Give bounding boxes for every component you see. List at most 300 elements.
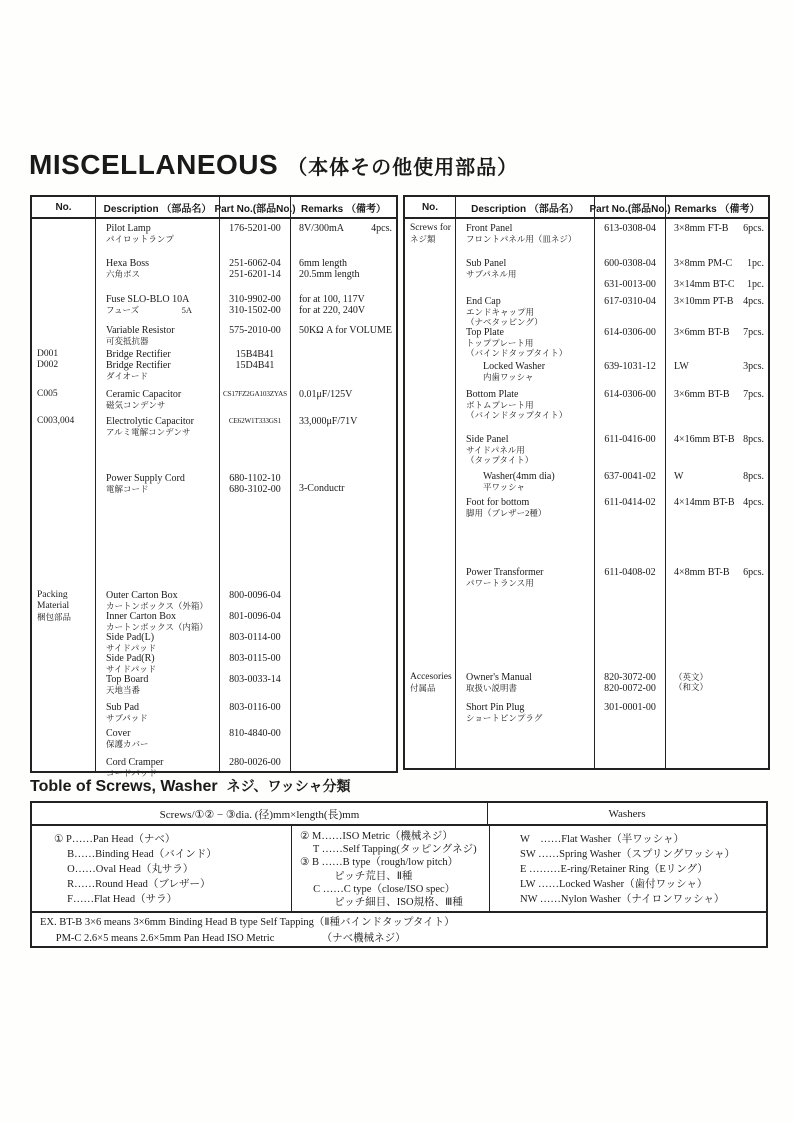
- item-description: [96, 728, 219, 749]
- item-part-no: [220, 258, 290, 280]
- part-no-column: [220, 219, 291, 771]
- item-text-line: [674, 434, 764, 445]
- item-text-line: 820-0072-00: [604, 683, 656, 694]
- item-text-line: Material: [37, 601, 70, 611]
- remark-spec: 3×6mm BT-B: [674, 327, 730, 338]
- item-remarks: [291, 389, 396, 410]
- item-remarks: [291, 223, 396, 244]
- item-part-no: [220, 702, 290, 723]
- item-description: [456, 327, 594, 358]
- item-no: [32, 389, 95, 410]
- item-text-line: 20.5mm length: [298, 269, 360, 280]
- remark-spec: 3×8mm FT-B: [674, 223, 729, 234]
- remark-spec: 8V/300mA: [298, 223, 344, 234]
- remark-spec: 3×8mm PM-C: [674, 258, 733, 269]
- item-text-line: 301-0001-00: [604, 702, 656, 713]
- washers-column-header: Washers: [608, 807, 646, 820]
- item-text-line: 310-9902-00: [229, 294, 281, 305]
- item-part-no: [595, 361, 665, 382]
- item-text-line: 614-0306-00: [604, 389, 656, 400]
- item-text-line: Locked Washer: [483, 361, 546, 372]
- item-text-line: Top Plate: [466, 327, 504, 338]
- item-text-line: [674, 327, 764, 338]
- remark-qty: 6pcs.: [743, 223, 764, 234]
- item-remarks: [666, 471, 768, 492]
- item-text-line: フロントパネル用（皿ネジ）: [466, 234, 577, 244]
- item-remarks: [666, 567, 768, 588]
- remark-qty: 3pcs.: [743, 361, 764, 372]
- item-text-line: （タップタイト）: [466, 455, 534, 465]
- item-description: [456, 702, 594, 723]
- description-column: [96, 219, 220, 778]
- screw-thread-type: T ……Self Tapping(タッピングネジ): [300, 844, 477, 856]
- item-part-no: [595, 258, 665, 290]
- item-text-line: Owner's Manual: [466, 672, 532, 683]
- item-text-line: Outer Carton Box: [105, 590, 178, 601]
- item-part-no: [595, 434, 665, 465]
- item-text-line: 電解コード: [105, 484, 149, 494]
- item-text-line: （ナベタッピング）: [466, 317, 543, 327]
- item-description: [96, 258, 219, 280]
- item-text-line: C005: [37, 389, 58, 399]
- item-text-line: 脚用（ブレザー2種）: [466, 508, 547, 518]
- remark-spec: 3×10mm PT-B: [674, 296, 734, 307]
- remark-qty: 8pcs.: [743, 434, 764, 445]
- item-part-no: [220, 590, 290, 674]
- screw-washer-classification-table: [30, 801, 768, 948]
- item-description: [96, 349, 219, 381]
- item-text-line: サイドパッド: [105, 664, 157, 674]
- item-text-line: D001: [37, 349, 59, 359]
- remark-spec: LW: [674, 361, 689, 372]
- item-text-line: 631-0013-00: [604, 279, 656, 290]
- item-text-line: Electrolytic Capacitor: [105, 416, 195, 427]
- item-text-line: Cover: [105, 728, 131, 739]
- column-header: Description （部品名）: [456, 197, 595, 217]
- item-part-no: [220, 674, 290, 695]
- item-text-line: 251-6201-14: [229, 269, 281, 280]
- remark-qty: 1pc.: [747, 258, 764, 269]
- screws-column-header: Screws/①② − ③dia. (径)mm×length(長)mm: [32, 803, 488, 824]
- item-text-line: Inner Carton Box: [105, 611, 176, 622]
- washer-type: E ………E-ring/Retainer Ring（Eリング）: [520, 864, 708, 875]
- item-no: [32, 258, 95, 280]
- item-text-line: Sub Pad: [105, 702, 140, 713]
- item-text-line: [674, 497, 764, 508]
- item-part-no: [220, 325, 290, 346]
- remark-spec: W: [674, 471, 684, 482]
- item-text-line: Power Transformer: [466, 567, 544, 578]
- item-part-no: [595, 296, 665, 327]
- item-text-line: サイドパッド: [105, 643, 157, 653]
- example-line: EX. BT-B 3×6 means 3×6mm Binding Head B type Self Tapping（Ⅱ種バインドタップタイト）: [40, 917, 455, 928]
- item-text-line: Cord Cramper: [105, 757, 164, 768]
- item-part-no: [220, 389, 290, 410]
- item-remarks: [666, 497, 768, 518]
- item-text-line: 680-1102-10: [229, 473, 281, 484]
- item-no: [405, 223, 455, 244]
- screw-table-header-row: [32, 803, 766, 826]
- item-text-line: [674, 389, 764, 400]
- right-table-header-row: [405, 197, 768, 219]
- item-text-line: 801-0096-04: [229, 611, 281, 622]
- page-title-jp: （本体その他使用部品）: [287, 157, 519, 179]
- item-remarks: [291, 294, 396, 316]
- item-text-line: [674, 567, 764, 578]
- head-types-cell: [32, 826, 292, 911]
- item-text-line: Hexa Boss: [105, 258, 150, 269]
- item-text-line: （英文）: [674, 672, 709, 682]
- item-text-line: 取扱い説明書: [466, 683, 518, 693]
- item-text-line: Bridge Rectifier: [105, 349, 171, 360]
- remark-spec: 3×6mm BT-B: [674, 389, 730, 400]
- item-text-line: 176-5201-00: [229, 223, 281, 234]
- item-description: [96, 325, 219, 346]
- item-description: [96, 757, 219, 778]
- thread-types-cell: [292, 826, 490, 911]
- item-text-line: 611-0416-00: [604, 434, 656, 445]
- screw-head-type: B……Binding Head（バインド）: [54, 849, 217, 860]
- item-text-line: 3-Conductr: [298, 483, 345, 494]
- item-no: [405, 567, 455, 588]
- item-description: [456, 434, 594, 465]
- item-text-line: カートンボックス（内箱）: [105, 622, 208, 632]
- example-line: PM-C 2.6×5 means 2.6×5mm Pan Head ISO Metric （ナベ機械ネジ）: [40, 933, 406, 944]
- washer-types-cell: [490, 826, 766, 911]
- item-text-line: 611-0414-02: [604, 497, 656, 508]
- item-text-line: ショートピンプラグ: [466, 713, 543, 723]
- item-part-no: [220, 416, 290, 437]
- right-parts-table: [403, 195, 770, 770]
- item-remarks: [666, 672, 768, 694]
- item-text-line: 310-1502-00: [229, 305, 281, 316]
- item-remarks: [666, 258, 768, 290]
- item-text-line: コードパッド: [105, 768, 157, 778]
- item-text-line: 614-0306-00: [604, 327, 656, 338]
- item-part-no: [220, 728, 290, 749]
- item-remarks: [666, 296, 768, 327]
- item-text-line: [674, 258, 764, 269]
- item-part-no: [595, 497, 665, 518]
- column-header: Part No.(部品No.): [595, 197, 666, 217]
- item-text-line: 617-0310-04: [604, 296, 656, 307]
- remark-spec: 4×16mm BT-B: [674, 434, 735, 445]
- item-remarks: [291, 416, 396, 437]
- item-text-line: 六角ボス: [105, 269, 140, 279]
- item-text-line: パワートランス用: [466, 578, 534, 588]
- item-text-line: 可変抵抗器: [105, 336, 149, 346]
- screw-thread-type: ③ B ……B type（rough/low pitch）: [300, 857, 459, 869]
- item-text-line: （和文）: [674, 682, 709, 692]
- item-text-line: Top Board: [105, 674, 149, 685]
- item-text-line: サイドパネル用: [466, 445, 525, 455]
- washer-type: NW ……Nylon Washer（ナイロンワッシャ）: [520, 894, 725, 905]
- item-text-line: Short Pin Plug: [466, 702, 525, 713]
- item-remarks: [291, 702, 396, 723]
- item-text-line: Fuse SLO-BLO 10A: [105, 294, 190, 305]
- item-no: [32, 702, 95, 723]
- item-text-line: Accesories: [410, 672, 452, 682]
- item-description: [96, 223, 219, 244]
- item-remarks: [666, 389, 768, 420]
- item-description: [96, 416, 219, 437]
- no-column: [405, 219, 456, 768]
- item-description: [456, 672, 594, 694]
- item-part-no: [595, 389, 665, 420]
- item-text-line: Washer(4mm dia): [483, 471, 555, 482]
- remark-qty: 1pc.: [747, 279, 764, 290]
- item-text-line: End Cap: [466, 296, 501, 307]
- item-text-line: 50KΩ A for VOLUME: [298, 325, 393, 336]
- item-text-line: 梱包部品: [37, 612, 72, 622]
- item-text-line: [299, 223, 392, 234]
- washer-type: W ……Flat Washer（半ワッシャ）: [520, 834, 684, 845]
- item-no: [32, 416, 95, 437]
- item-text-line: Pilot Lamp: [105, 223, 151, 234]
- item-part-no: [595, 223, 665, 244]
- item-no: [405, 672, 455, 694]
- item-description: [96, 473, 219, 495]
- item-description: [96, 702, 219, 723]
- column-header: Description （部品名）: [96, 197, 220, 217]
- item-text-line: Bridge Rectifier: [105, 360, 171, 371]
- screw-table-title-jp: ネジ、ワッシャ分類: [226, 780, 351, 795]
- item-text-line: CE62W1T333GS1: [228, 417, 281, 425]
- item-remarks: [666, 434, 768, 465]
- no-column: [32, 219, 96, 771]
- item-no: [405, 471, 455, 492]
- item-text-line: エンドキャップ用: [466, 307, 535, 317]
- screw-thread-type: ② M……ISO Metric（機械ネジ）: [300, 831, 453, 842]
- item-description: [456, 471, 594, 492]
- item-part-no: [220, 223, 290, 244]
- item-no: [32, 757, 95, 778]
- item-text-line: 6mm length: [298, 258, 347, 269]
- item-text-line: [674, 223, 764, 234]
- item-part-no: [220, 349, 290, 381]
- item-text-line: 33,000μF/71V: [298, 416, 358, 427]
- item-remarks: [666, 223, 768, 244]
- item-no: [32, 473, 95, 495]
- item-text-line: 639-1031-12: [604, 361, 656, 372]
- item-no: [32, 674, 95, 695]
- item-text-line: D002: [37, 360, 59, 370]
- column-header: Part No.(部品No.): [220, 197, 291, 217]
- item-text-line: （バインドタップタイト）: [466, 348, 568, 358]
- item-no: [32, 294, 95, 316]
- item-text-line: [674, 279, 764, 290]
- item-text-line: 680-3102-00: [229, 484, 281, 495]
- screw-head-type: F……Flat Head（サラ）: [54, 894, 178, 905]
- item-remarks: [291, 325, 396, 346]
- item-text-line: Sub Panel: [466, 258, 507, 269]
- item-part-no: [595, 327, 665, 358]
- left-table-header-row: [32, 197, 396, 219]
- right-table-body: [405, 219, 768, 768]
- screw-thread-type: ピッチ細目、ISO規格、Ⅲ種: [300, 897, 463, 909]
- item-text-line: 15D4B41: [235, 360, 275, 371]
- item-text-line: 天地当番: [105, 685, 140, 695]
- remarks-column: [666, 219, 768, 768]
- remark-spec: 4×8mm BT-B: [674, 567, 730, 578]
- item-text-line: カートンボックス（外箱）: [105, 601, 208, 611]
- item-description: [96, 674, 219, 695]
- remark-qty: 4pcs.: [743, 296, 764, 307]
- item-remarks: [291, 473, 396, 495]
- item-text-line: Side Pad(L): [105, 632, 155, 643]
- description-column: [456, 219, 595, 768]
- item-text-line: ダイオード: [105, 371, 149, 381]
- item-description: [96, 590, 219, 674]
- item-description: [96, 294, 219, 316]
- item-text-line: 保護カバー: [105, 739, 149, 749]
- item-remarks: [666, 361, 768, 382]
- item-text-line: 803-0115-00: [229, 653, 281, 664]
- item-text-line: 803-0116-00: [229, 702, 281, 713]
- column-header: Remarks （備考）: [674, 203, 760, 215]
- item-no: [32, 728, 95, 749]
- item-text-line: Screws for: [410, 223, 451, 233]
- item-text-line: [674, 471, 764, 482]
- column-header: Remarks （備考）: [300, 203, 387, 215]
- column-header: No.: [32, 197, 96, 217]
- item-text-line: Side Panel: [466, 434, 509, 445]
- left-table-body: [32, 219, 396, 778]
- item-text-line: （バインドタップタイト）: [466, 410, 568, 420]
- item-remarks: [291, 349, 396, 381]
- item-description: [456, 258, 594, 290]
- left-parts-table: [30, 195, 398, 778]
- remark-qty: 4pcs.: [743, 497, 764, 508]
- item-text-line: 637-0041-02: [604, 471, 656, 482]
- item-text-line: Front Panel: [466, 223, 513, 234]
- item-no: [32, 590, 95, 674]
- item-text-line: 平ワッシャ: [483, 482, 525, 492]
- remark-qty: 7pcs.: [743, 389, 764, 400]
- remark-spec: 3×14mm BT-C: [674, 279, 735, 290]
- washer-type: SW ……Spring Washer（スプリングワッシャ）: [520, 849, 735, 860]
- item-text-line: 613-0308-04: [604, 223, 656, 234]
- item-no: [405, 434, 455, 465]
- item-text-line: 803-0114-00: [229, 632, 281, 643]
- item-text-line: Side Pad(R): [105, 653, 155, 664]
- column-header: No.: [405, 197, 456, 217]
- item-text-line: ネジ類: [410, 234, 436, 244]
- screw-head-type: O……Oval Head（丸サラ）: [54, 864, 194, 875]
- item-remarks: [291, 728, 396, 749]
- item-no: [405, 389, 455, 420]
- page-title: [29, 149, 518, 181]
- item-description: [456, 497, 594, 518]
- item-no: [405, 327, 455, 358]
- item-no: [32, 223, 95, 244]
- item-text-line: 600-0308-04: [604, 258, 656, 269]
- item-text-line: Packing: [37, 590, 68, 600]
- item-no: [405, 361, 455, 382]
- page-title-en: MISCELLANEOUS: [29, 149, 279, 180]
- item-text-line: 810-4840-00: [229, 728, 281, 739]
- screw-table-example-row: [32, 913, 766, 949]
- item-text-line: C003,004: [37, 416, 75, 426]
- item-no: [405, 702, 455, 723]
- item-remarks: [291, 674, 396, 695]
- item-part-no: [220, 294, 290, 316]
- item-text-line: [674, 296, 764, 307]
- item-text-line: 803-0033-14: [229, 674, 281, 685]
- item-no: [32, 349, 95, 381]
- item-no: [405, 258, 455, 290]
- item-description: [456, 223, 594, 244]
- item-description: [456, 567, 594, 588]
- item-text-line: Variable Resistor: [105, 325, 175, 336]
- item-text-line: 611-0408-02: [604, 567, 656, 578]
- part-no-column: [595, 219, 666, 768]
- remark-qty: 4pcs.: [371, 223, 393, 234]
- washer-type: LW ……Locked Washer（歯付ワッシャ）: [520, 879, 708, 890]
- screw-head-type: ① P……Pan Head（ナベ）: [54, 834, 176, 845]
- item-text-line: Power Supply Cord: [105, 473, 185, 484]
- item-remarks: [291, 590, 396, 674]
- item-text-line: [674, 361, 764, 372]
- item-text-line: アルミ電解コンデンサ: [105, 427, 191, 437]
- item-text-line: トッププレート用: [466, 338, 534, 348]
- item-no: [405, 296, 455, 327]
- remark-qty: 6pcs.: [743, 567, 764, 578]
- item-text-line: 800-0096-04: [229, 590, 281, 601]
- item-text-line: for at 220, 240V: [298, 305, 366, 316]
- screw-table-title-en: Toble of Screws, Washer: [30, 778, 218, 795]
- item-text-line: パイロットランプ: [105, 234, 174, 244]
- item-text-line: 15B4B41: [235, 349, 275, 360]
- item-text-line: 575-2010-00: [229, 325, 281, 336]
- remark-qty: 7pcs.: [743, 327, 764, 338]
- item-text-line: Foot for bottom: [466, 497, 530, 508]
- item-text-line: 内歯ワッシャ: [483, 372, 534, 382]
- item-text-line: 251-6062-04: [229, 258, 281, 269]
- item-no: [405, 497, 455, 518]
- item-part-no: [220, 757, 290, 778]
- screw-head-type: R……Round Head（ブレザー）: [54, 879, 211, 890]
- screw-thread-type: C ……C type（close/ISO spec）: [300, 883, 456, 895]
- screw-thread-type: ピッチ荒目、Ⅱ種: [300, 870, 413, 882]
- screw-table-title: [30, 776, 351, 796]
- item-text-line: 820-3072-00: [604, 672, 656, 683]
- item-text-line: CS17FZ2GA103ZYAS: [222, 390, 287, 398]
- item-remarks: [666, 327, 768, 358]
- item-text-line: フューズ 5A: [105, 305, 193, 315]
- item-part-no: [595, 702, 665, 723]
- item-text-line: for at 100, 117V: [298, 294, 365, 305]
- remark-spec: 4×14mm BT-B: [674, 497, 735, 508]
- item-description: [456, 389, 594, 420]
- item-text-line: Ceramic Capacitor: [105, 389, 182, 400]
- item-remarks: [291, 258, 396, 280]
- screw-table-body: [32, 826, 766, 913]
- item-part-no: [595, 471, 665, 492]
- item-text-line: Bottom Plate: [466, 389, 519, 400]
- item-part-no: [595, 567, 665, 588]
- item-text-line: サブパッド: [105, 713, 148, 723]
- item-no: [32, 325, 95, 346]
- item-text-line: 280-0026-00: [229, 757, 281, 768]
- item-remarks: [666, 702, 768, 723]
- remark-qty: 8pcs.: [743, 471, 764, 482]
- item-text-line: 磁気コンデンサ: [105, 400, 166, 410]
- item-text-line: サブパネル用: [466, 269, 517, 279]
- item-part-no: [220, 473, 290, 495]
- item-part-no: [595, 672, 665, 694]
- remarks-column: [291, 219, 396, 771]
